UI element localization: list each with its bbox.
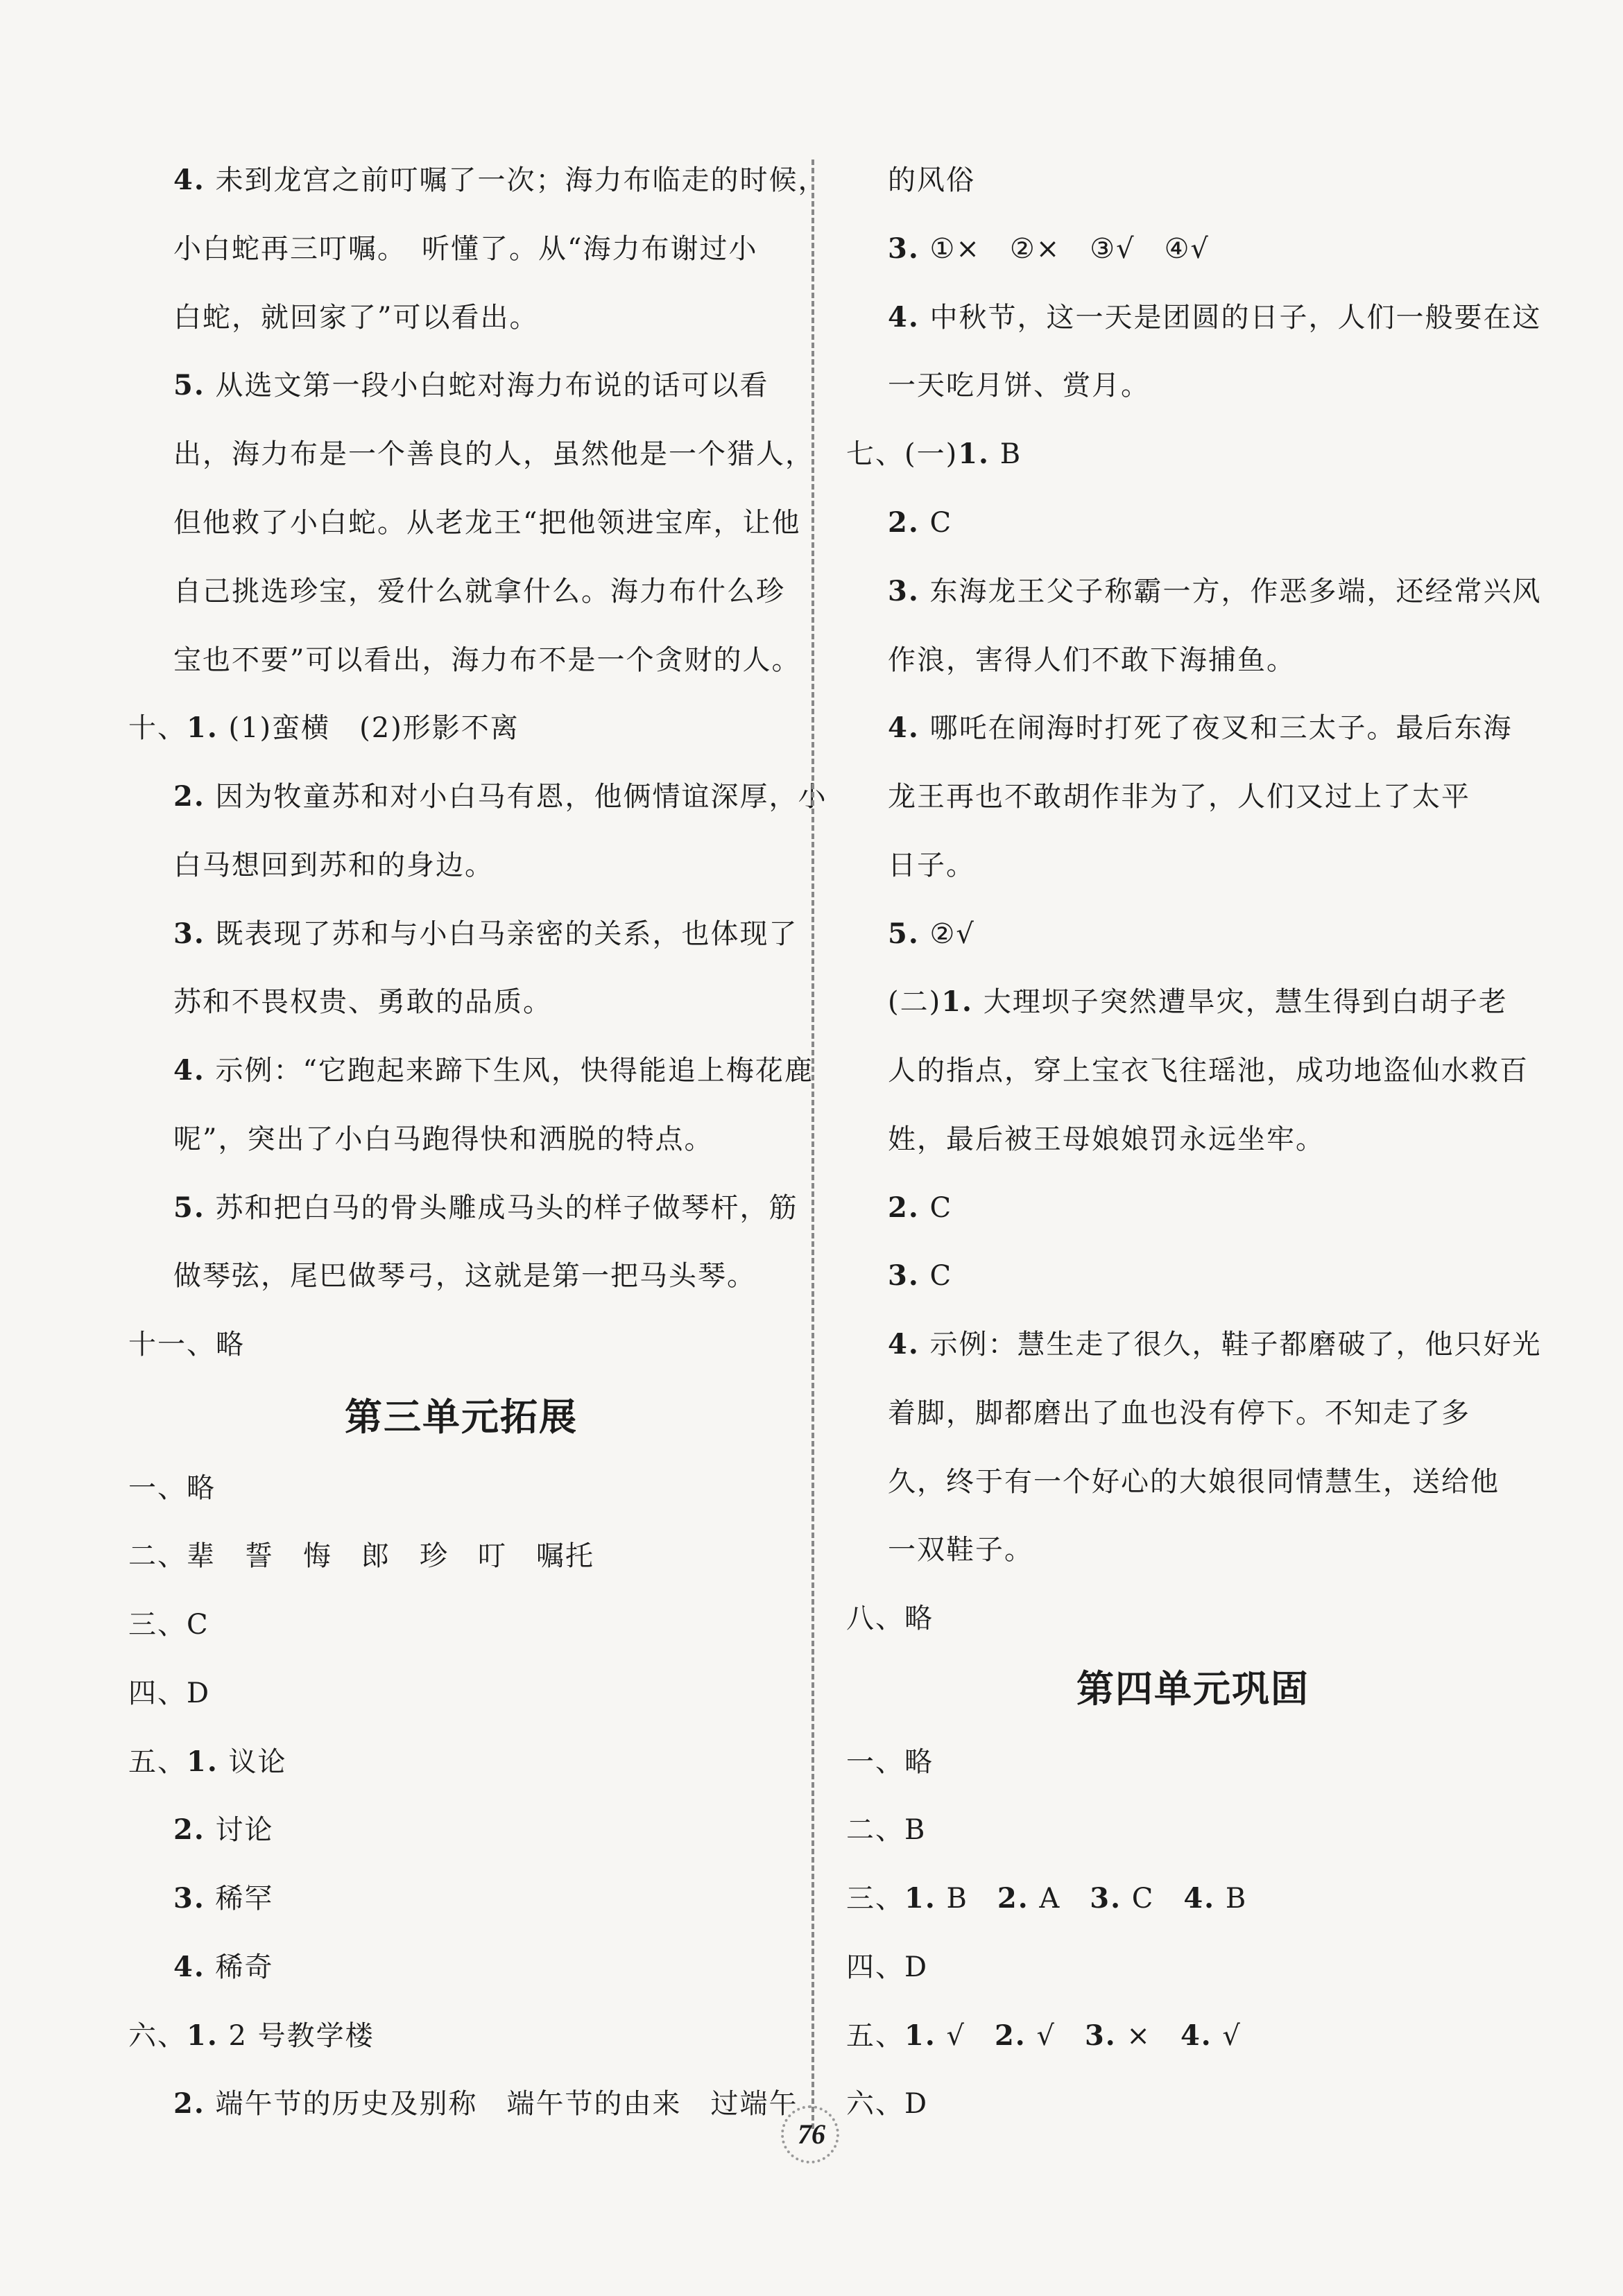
- answer-line: 白马想回到苏和的身边。: [173, 849, 494, 881]
- answer-line: 2. 端午节的历史及别称 端午节的由来 过端午: [173, 2087, 798, 2120]
- page-number: 76: [798, 2118, 825, 2150]
- answer-line: 一天吃月饼、赏月。: [888, 370, 1150, 402]
- answer-line: 一、略: [128, 1472, 216, 1504]
- answer-line: 十一、略: [128, 1329, 245, 1361]
- answer-line: 2. C: [888, 1191, 953, 1224]
- answer-line: 5. 苏和把白马的骨头雕成马头的样子做琴杆，筋: [173, 1191, 798, 1224]
- answer-line: 3. C: [888, 1259, 953, 1292]
- answer-line: 5. 从选文第一段小白蛇对海力布说的话可以看: [173, 369, 769, 402]
- answer-line: 着脚，脚都磨出了血也没有停下。不知走了多: [888, 1397, 1470, 1429]
- page-number-badge: [777, 2101, 846, 2170]
- answer-line: 八、略: [846, 1603, 934, 1634]
- answer-line: 作浪，害得人们不敢下海捕鱼。: [888, 644, 1296, 676]
- answer-line: 一、略: [846, 1746, 934, 1778]
- answer-line: 3. 东海龙王父子称霸一方，作恶多端，还经常兴风: [888, 575, 1542, 607]
- answer-line: 4. 未到龙宫之前叮嘱了一次；海力布临走的时候，: [173, 164, 827, 196]
- answer-line: 2. 讨论: [173, 1813, 274, 1846]
- answer-line: 4. 哪吒在闹海时打死了夜叉和三太子。最后东海: [888, 711, 1513, 744]
- answer-line: 姓，最后被王母娘娘罚永远坐牢。: [888, 1123, 1325, 1155]
- answer-line: 二、辈 誓 悔 郎 珍 叮 嘱托: [128, 1540, 594, 1572]
- answer-line: 六、1. 2 号教学楼: [128, 2019, 375, 2052]
- answer-line: 五、1. 议论: [128, 1745, 287, 1778]
- answer-line: 四、D: [846, 1951, 929, 1983]
- answer-line: 五、1. √ 2. √ 3. × 4. √: [846, 2019, 1242, 2052]
- answer-line: 三、C: [128, 1609, 209, 1641]
- answer-line: 四、D: [128, 1677, 211, 1709]
- answer-line: 三、1. B 2. A 3. C 4. B: [846, 1882, 1248, 1915]
- answer-line: 做琴弦，尾巴做琴弓，这就是第一把马头琴。: [173, 1260, 756, 1292]
- answer-line: 七、(一)1. B: [846, 438, 1022, 470]
- answer-line: 二、B: [846, 1814, 927, 1846]
- answer-line: 一双鞋子。: [888, 1534, 1033, 1566]
- answer-line: 2. C: [888, 506, 953, 539]
- answer-line: 的风俗: [888, 164, 975, 196]
- answer-line: 自己挑选珍宝，爱什么就拿什么。海力布什么珍: [173, 576, 785, 607]
- answer-line: 宝也不要”可以看出，海力布不是一个贪财的人。: [173, 644, 801, 676]
- answer-line: 5. ②√: [888, 917, 975, 950]
- answer-line: 十、1. (1)蛮横 (2)形影不离: [128, 711, 519, 744]
- answer-line: 白蛇，就回家了”可以看出。: [173, 302, 539, 334]
- answer-line: (二)1. 大理坝子突然遭旱灾，慧生得到白胡子老: [888, 985, 1508, 1018]
- answer-line: 龙王再也不敢胡作非为了，人们又过上了太平: [888, 781, 1470, 813]
- answer-line: 出，海力布是一个善良的人，虽然他是一个猎人，: [173, 438, 814, 470]
- answer-line: 3. 稀罕: [173, 1882, 274, 1915]
- answer-line: 久，终于有一个好心的大娘很同情慧生，送给他: [888, 1466, 1500, 1498]
- answer-line: 小白蛇再三叮嘱。 听懂了。从“海力布谢过小: [173, 233, 758, 265]
- answer-line: 3. 既表现了苏和与小白马亲密的关系，也体现了: [173, 917, 798, 950]
- answer-line: 2. 因为牧童苏和对小白马有恩，他俩情谊深厚，小: [173, 780, 827, 813]
- answer-line: 人的指点，穿上宝衣飞往瑶池，成功地盗仙水救百: [888, 1055, 1529, 1087]
- answer-line: 4. 示例：“它跑起来蹄下生风，快得能追上梅花鹿: [173, 1054, 814, 1087]
- answer-line: 3. ①× ②× ③√ ④√: [888, 232, 1210, 265]
- section-heading: 第三单元拓展: [345, 1395, 578, 1439]
- answer-line: 4. 中秋节，这一天是团圆的日子，人们一般要在这: [888, 301, 1542, 334]
- answer-line: 日子。: [888, 849, 975, 881]
- section-heading: 第四单元巩固: [1076, 1666, 1309, 1711]
- answer-line: 苏和不畏权贵、勇敢的品质。: [173, 986, 552, 1018]
- column-divider: [812, 159, 814, 2129]
- answer-line: 呢”，突出了小白马跑得快和洒脱的特点。: [173, 1123, 714, 1155]
- answer-line: 4. 示例：慧生走了很久，鞋子都磨破了，他只好光: [888, 1328, 1542, 1361]
- answer-line: 但他救了小白蛇。从老龙王“把他领进宝库，让他: [173, 507, 801, 539]
- answer-line: 六、D: [846, 2088, 929, 2120]
- answer-line: 4. 稀奇: [173, 1951, 274, 1983]
